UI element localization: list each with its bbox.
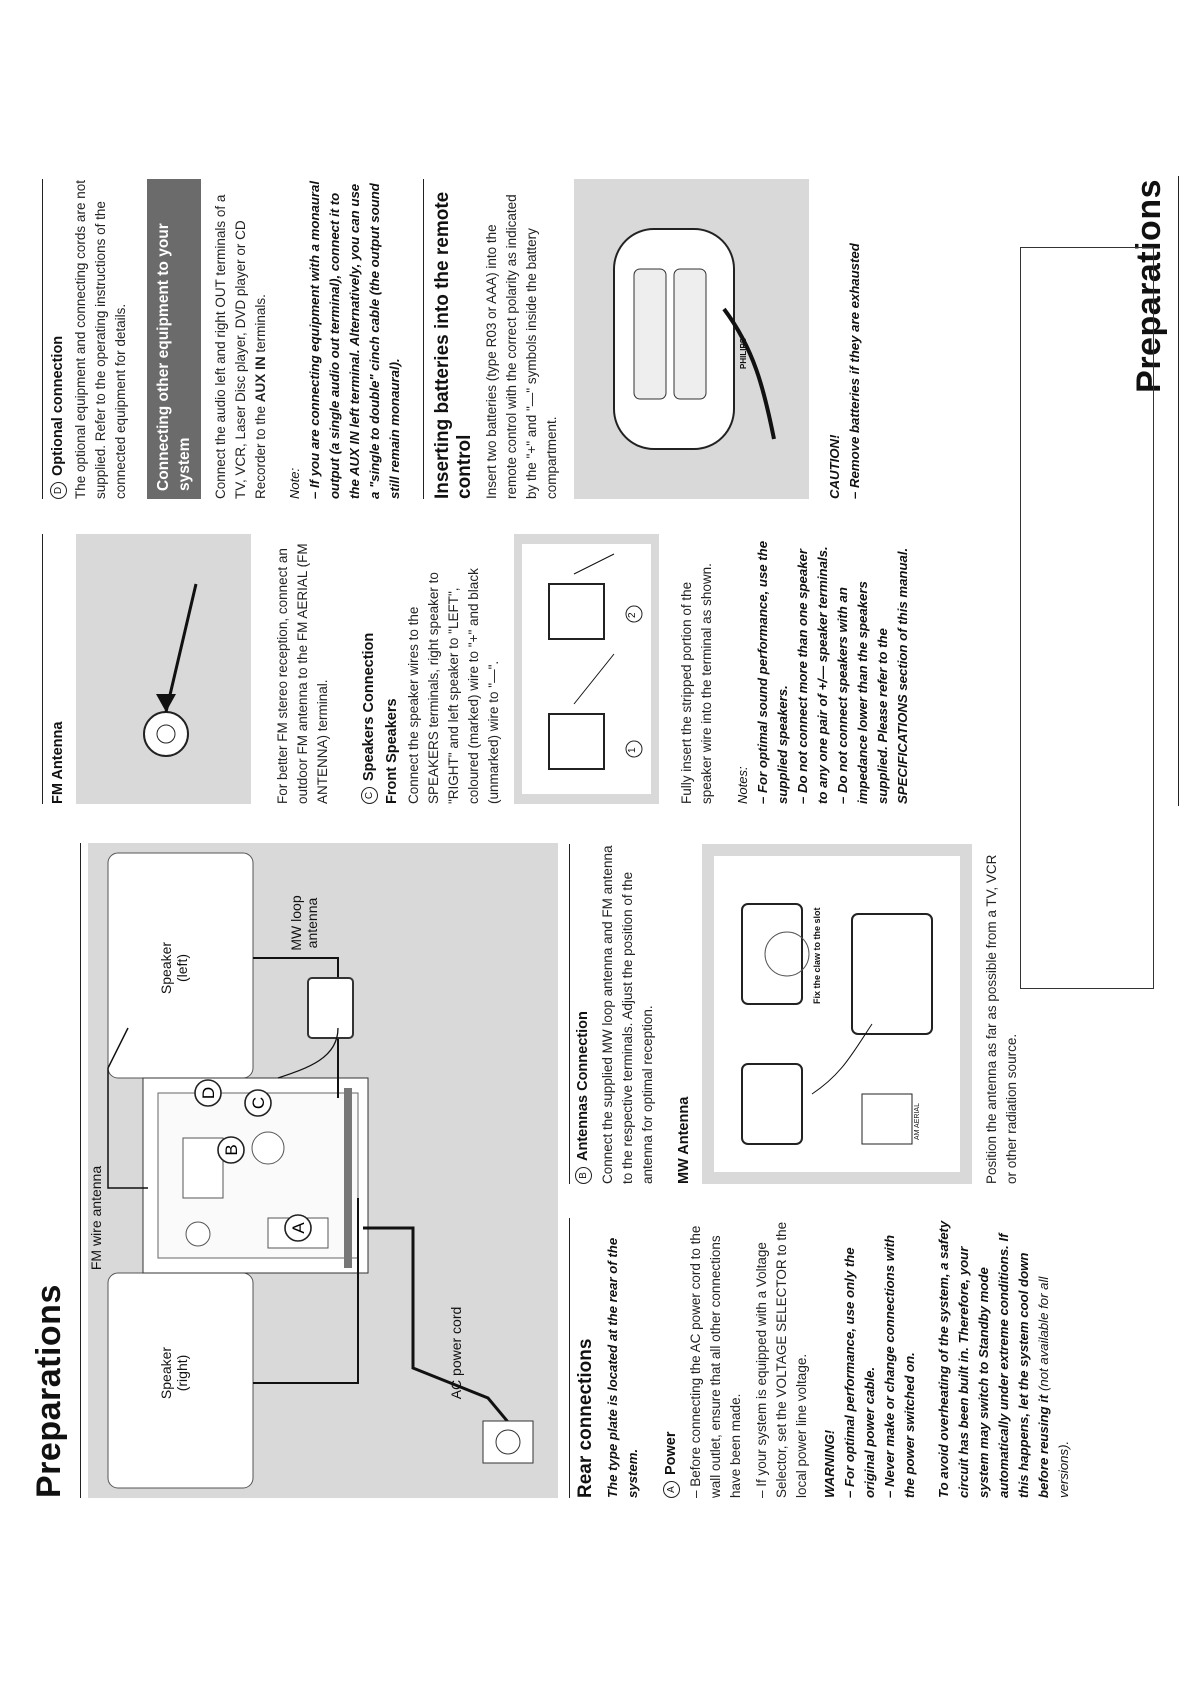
remote-batteries-figure xyxy=(574,179,809,499)
fm-antenna-figure xyxy=(76,534,251,804)
label-mw-loop: MW loop antenna xyxy=(288,895,320,951)
type-plate-text: The type plate is located at the rear of the system. xyxy=(605,1237,640,1498)
remote-batteries-illustration xyxy=(574,179,809,499)
note-2: – Do not connect more than one speaker to any one pair of +/— speaker terminals. xyxy=(795,546,830,804)
badge-a: A xyxy=(663,1481,680,1498)
other-equipment-bar: Connecting other equipment to your system xyxy=(147,179,201,499)
column-rule-5 xyxy=(423,179,424,499)
empty-frame xyxy=(1020,247,1154,989)
caution-title: CAUTION! xyxy=(827,434,842,499)
power-heading: APower xyxy=(663,1218,680,1498)
column-rule-3 xyxy=(42,534,43,804)
caution-text: – Remove batteries if they are exhausted xyxy=(847,243,862,499)
batteries-text: Insert two batteries (type R03 or AAA) into the remote control with the correct polarity as indicated by the "+" and "—" symbols inside the battery compartment. xyxy=(484,194,559,499)
fm-text: For better FM stereo reception, connect an outdoor FM antenna to the FM AERIAL (FM ANTENNA) terminal. xyxy=(275,543,330,804)
label-fm-wire: FM wire antenna xyxy=(88,1165,104,1271)
mw-antenna-illustration xyxy=(702,844,972,1184)
fig-claw-label: Fix the claw to the slot xyxy=(812,907,822,1004)
spacer xyxy=(1000,483,1001,484)
label-ac-cord: AC power cord xyxy=(448,1306,464,1400)
antenna-position-text: Position the antenna as far as possible from a TV, VCR or other radiation source. xyxy=(984,854,1019,1184)
marker-b: B xyxy=(222,1144,241,1156)
optional-batteries-column xyxy=(50,179,865,499)
rear-connections-heading: Rear connections xyxy=(575,1338,596,1498)
title-rule-left xyxy=(80,843,81,1498)
marker-c: C xyxy=(249,1096,268,1110)
fm-antenna-heading: FM Antenna xyxy=(50,721,66,804)
page-title-right: Preparations xyxy=(1130,179,1168,393)
batteries-heading: Inserting batteries into the remote control xyxy=(432,191,475,499)
speakers-text: Connect the speaker wires to the SPEAKERS terminals, right speaker to "RIGHT" and left speaker to "LEFT", coloured (marked) wire to "+" and black (unmarked) wire to "—". xyxy=(406,568,501,804)
antennas-column xyxy=(575,844,1022,1184)
badge-c: C xyxy=(361,787,378,804)
optional-text: The optional equipment and connecting cords are not supplied. Refer to the operating instructions of the connected equipment for details. xyxy=(73,180,128,499)
fm-speakers-column xyxy=(50,534,913,804)
fm-antenna-illustration xyxy=(76,534,251,804)
antennas-text: Connect the supplied MW loop antenna and FM antenna to the respective terminals. Adjust the position of the antenna for optimal reception. xyxy=(600,845,655,1184)
step-2: 2 xyxy=(627,612,638,618)
power-item-1: – Before connecting the AC power cord to the wall outlet, ensure that all other connections have been made. xyxy=(688,1225,743,1498)
title-rule-right xyxy=(1178,176,1179,806)
warning-title: WARNING! xyxy=(822,1429,837,1498)
overheat-text: To avoid overheating of the system, a safety circuit has been built in. Therefore, your system may switch to Standby mode automatically under extreme conditions. If this happens, let the system cool down before reusing it (not available for all versions). xyxy=(936,1220,1071,1498)
note-title: Note: xyxy=(287,467,302,499)
note-1: – For optimal sound performance, use the supplied speakers. xyxy=(755,540,790,804)
front-speakers-heading: Front Speakers xyxy=(384,698,400,804)
mw-antenna-heading: MW Antenna xyxy=(676,1096,692,1184)
antennas-heading: BAntennas Connection xyxy=(575,844,592,1184)
badge-d: D xyxy=(50,482,67,499)
label-speaker-right: Speaker (right) xyxy=(158,1346,190,1400)
power-item-2: – If your system is equipped with a Voltage Selector, set the VOLTAGE SELECTOR to the local power line voltage. xyxy=(754,1221,809,1498)
step-1: 1 xyxy=(627,747,638,753)
speaker-terminal-illustration xyxy=(514,534,659,804)
mw-antenna-figure xyxy=(702,844,972,1184)
rear-connections-diagram xyxy=(88,843,558,1498)
page-title-left: Preparations xyxy=(30,1284,68,1498)
speakers-heading: CSpeakers Connection xyxy=(361,534,378,804)
badge-b: B xyxy=(575,1167,592,1184)
column-rule xyxy=(569,1218,570,1498)
column-rule-2 xyxy=(569,844,570,1184)
marker-a: A xyxy=(289,1222,308,1234)
notes-title: Notes: xyxy=(735,766,750,804)
remote-brand: PHILIPS xyxy=(739,337,748,369)
label-speaker-left: Speaker (left) xyxy=(158,941,190,995)
column-rule-4 xyxy=(42,179,43,499)
monaural-note: – If you are connecting equipment with a monaural output (a single audio out terminal), connect it to the AUX IN left terminal. Alternatively, you can use a "single to double" cinch cable (the output sound still remain monaural). xyxy=(307,180,402,499)
marker-d: D xyxy=(199,1086,218,1100)
warning-item-1: – For optimal performance, use only the original power cable. xyxy=(842,1247,877,1498)
warning-item-2: – Never make or change connections with the power switched on. xyxy=(882,1234,917,1498)
other-equipment-text: Connect the audio left and right OUT terminals of a TV, VCR, Laser Disc player, DVD player or CD Recorder to the AUX IN terminals. xyxy=(213,194,268,499)
speaker-terminal-figure xyxy=(514,534,659,804)
insert-wire-text: Fully insert the stripped portion of the speaker wire into the terminal as shown. xyxy=(679,563,714,804)
fig-am-label: AM AERIAL xyxy=(914,1103,921,1140)
optional-heading: DOptional connection xyxy=(50,179,67,499)
rear-power-column xyxy=(575,1218,1074,1498)
note-3: – Do not connect speakers with an impedance lower than the speakers supplied. Please refer to the SPECIFICATIONS section of this manual. xyxy=(835,547,910,804)
